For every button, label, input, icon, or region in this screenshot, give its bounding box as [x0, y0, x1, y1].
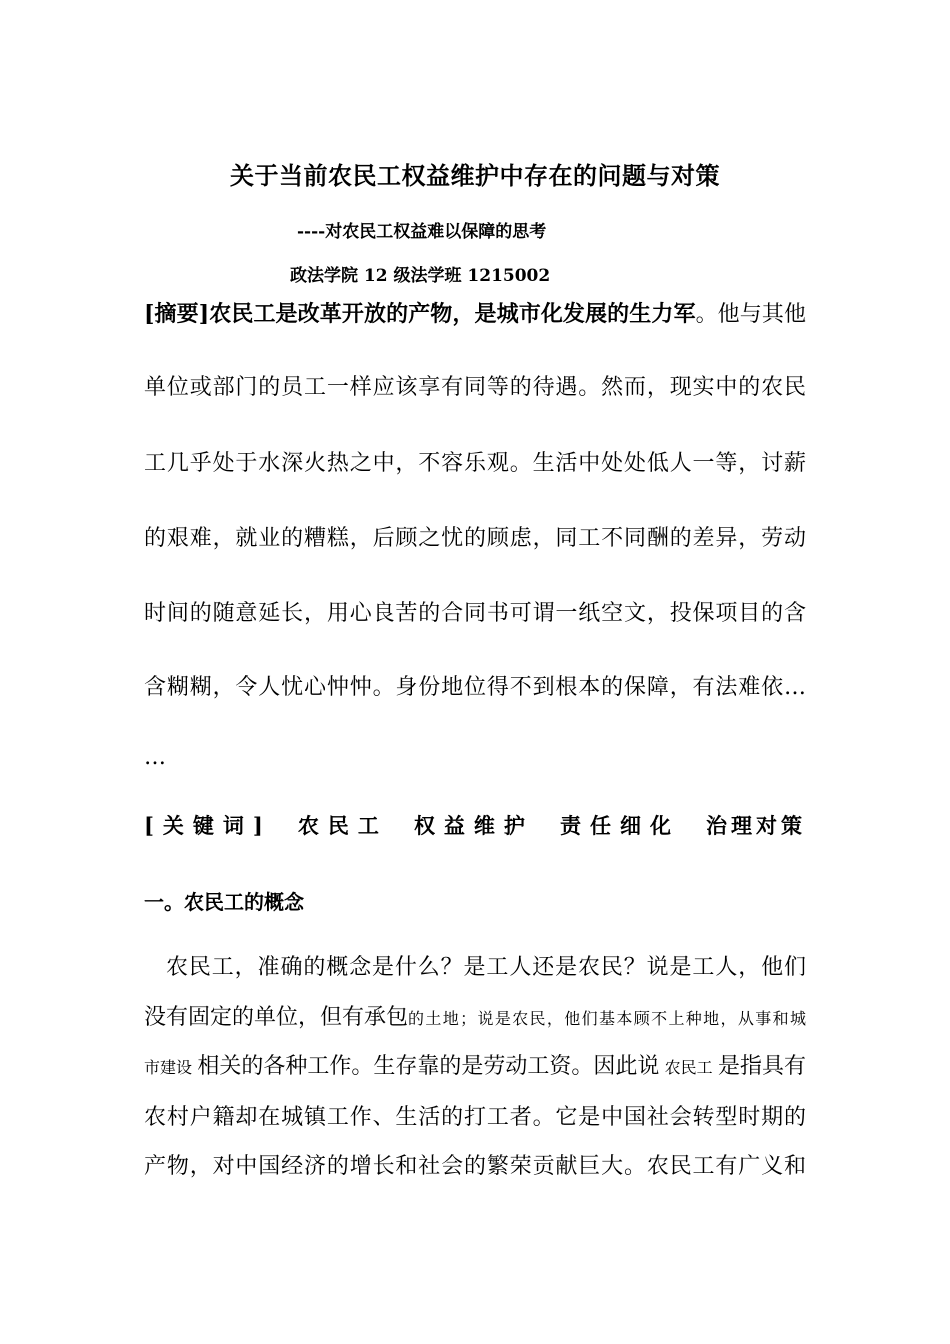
section-1-line-3-a: 市建设 — [144, 1058, 193, 1077]
section-1-line-2-b: 的土地；说是农民，他们基本顾不上种地，从事和城 — [408, 1009, 806, 1028]
section-1-heading: 一。农民工的概念 — [144, 890, 304, 914]
abstract-line-1-rest: 。他与其他 — [695, 302, 806, 327]
abstract-line-1 — [144, 297, 806, 328]
keyword-item: 权益维护 — [413, 813, 534, 838]
keyword-item: 农民工 — [297, 813, 388, 838]
abstract-line-4: 的艰难，就业的糟糕，后顾之忧的顾虑，同工不同酬的差异，劳动 — [144, 526, 806, 551]
keyword-item: 责任细化 — [559, 813, 680, 838]
document-title: 关于当前农民工权益维护中存在的问题与对策 — [230, 161, 720, 190]
keyword-item: 治理对策 — [706, 813, 806, 838]
keywords-row — [144, 810, 806, 840]
abstract-label: [摘要] — [144, 301, 210, 327]
section-1-line-1: 农民工，准确的概念是什么？是工人还是农民？说是工人，他们 — [166, 955, 806, 980]
section-1-line-4: 农村户籍却在城镇工作、生活的打工者。它是中国社会转型时期的 — [144, 1105, 806, 1130]
section-1-line-2 — [144, 1000, 806, 1031]
abstract-line-2: 单位或部门的员工一样应该享有同等的待遇。然而，现实中的农民 — [144, 375, 806, 400]
abstract-line-3: 工几乎处于水深火热之中，不容乐观。生活中处处低人一等，讨薪 — [144, 451, 806, 476]
section-1-line-3-b: 相关的各种工作。生存靠的是劳动工资。因此说 — [197, 1054, 660, 1079]
section-1-line-3 — [144, 1049, 806, 1080]
abstract-line-6: 含糊糊，令人忧心忡忡。身份地位得不到根本的保障，有法难依… — [144, 675, 806, 700]
section-1-line-2-a: 没有固定的单位，但有承包 — [144, 1005, 409, 1030]
document-subtitle: ----对农民工权益难以保障的思考 — [297, 222, 547, 242]
section-1-line-5: 产物，对中国经济的增长和社会的繁荣贡献巨大。农民工有广义和 — [144, 1154, 806, 1179]
abstract-bold-text: 农民工是改革开放的产物，是城市化发展的生力军 — [209, 301, 696, 327]
author-line: 政法学院 12 级法学班 1215002 — [290, 266, 551, 286]
keywords-label: [关键词] — [144, 813, 272, 838]
abstract-line-5: 时间的随意延长，用心良苦的合同书可谓一纸空文，投保项目的含 — [144, 601, 806, 626]
abstract-line-7: … — [144, 745, 166, 770]
section-1-line-3-c: 农民工 — [664, 1058, 713, 1077]
section-1-line-3-d: 是指具有 — [717, 1054, 806, 1079]
